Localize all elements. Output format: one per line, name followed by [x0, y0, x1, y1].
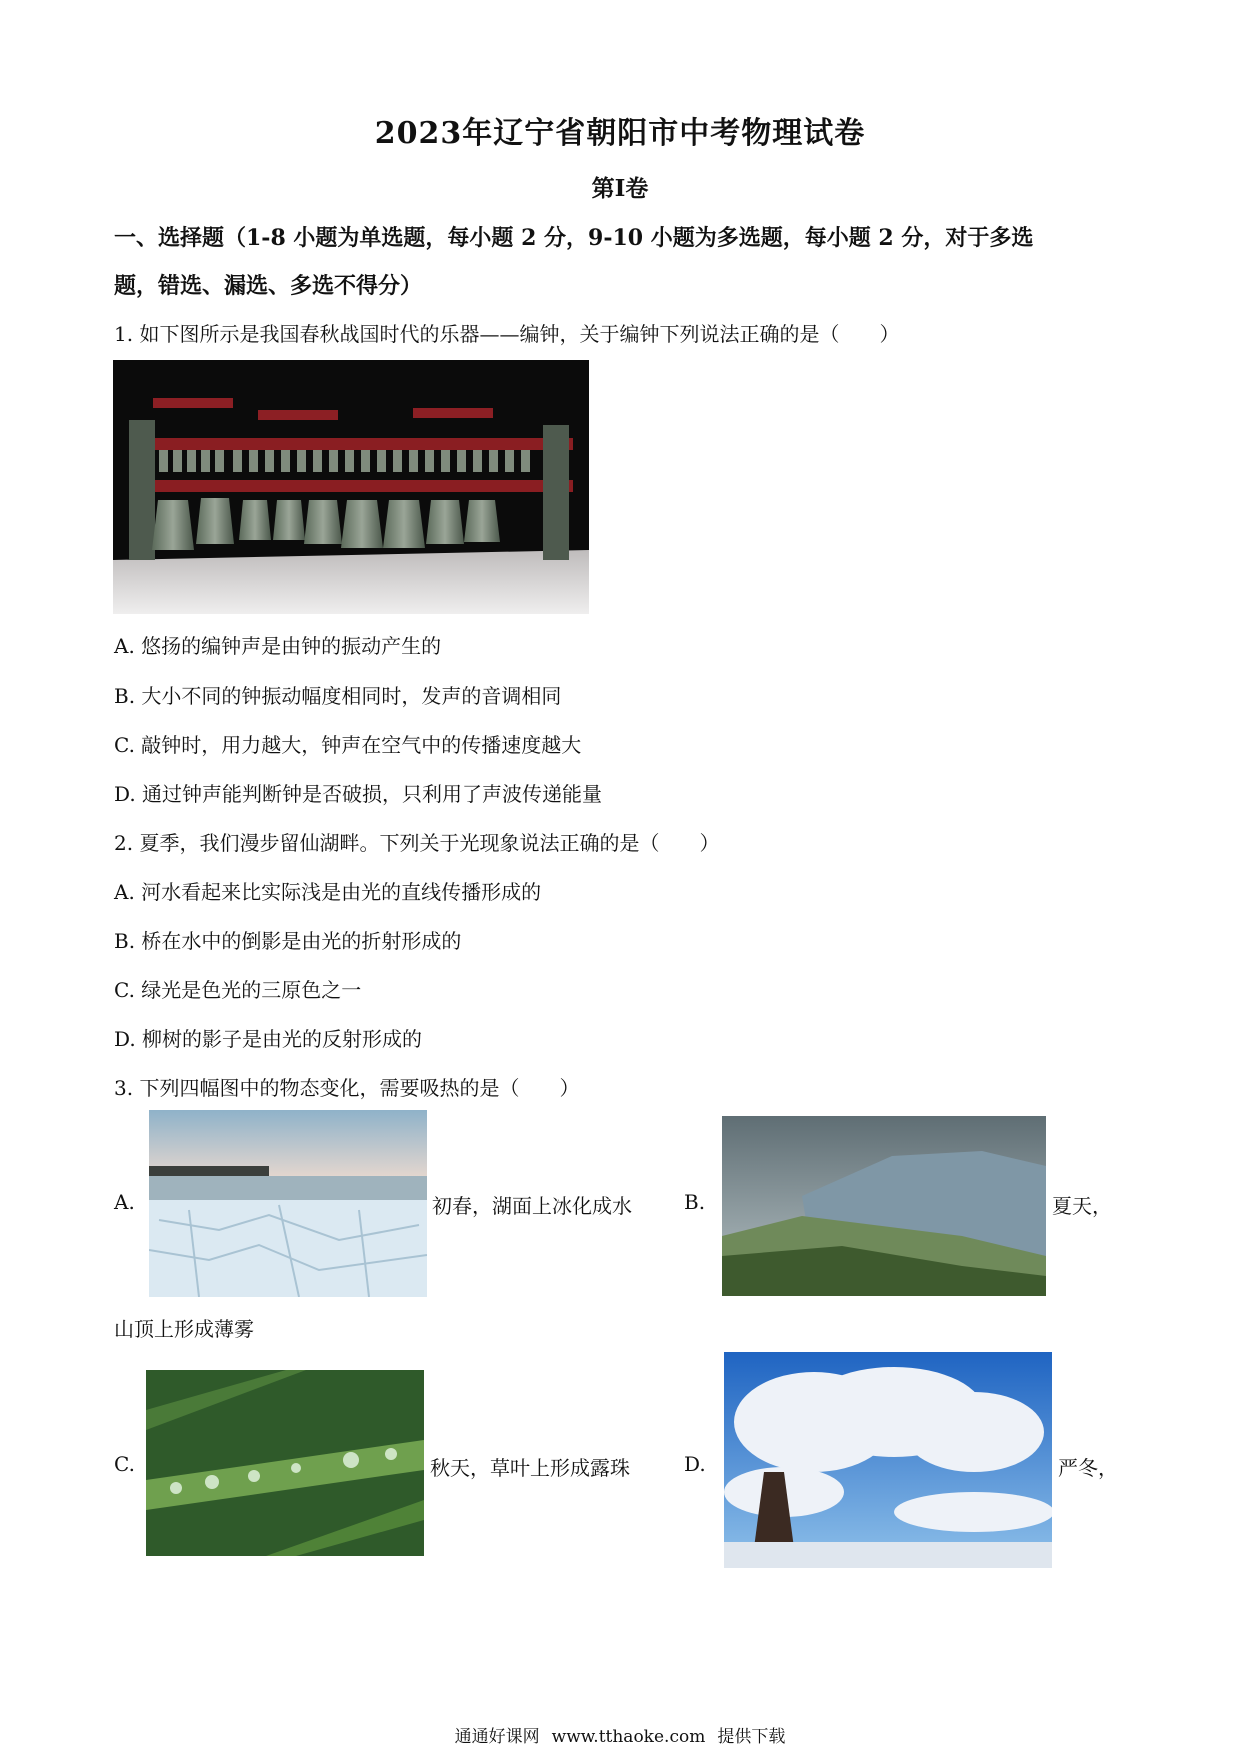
q3-option-b-continued: 山顶上形成薄雾 — [114, 1317, 254, 1341]
q2-option-c: C. 绿光是色光的三原色之一 — [114, 978, 362, 1002]
section-line-2: 题，错选、漏选、多选不得分） — [114, 273, 423, 299]
q3-option-b-text: 夏天， — [1052, 1194, 1112, 1218]
footer-url[interactable]: www.tthaoke.com — [551, 1727, 706, 1747]
volume-label: 第Ⅰ卷 — [591, 175, 649, 202]
ice-lake-image — [149, 1110, 427, 1297]
q1-option-a: A. 悠扬的编钟声是由钟的振动产生的 — [114, 634, 442, 658]
q3-option-c-label: C. — [114, 1452, 135, 1476]
mountain-fog-image — [722, 1116, 1046, 1296]
q1-option-b: B. 大小不同的钟振动幅度相同时，发声的音调相同 — [114, 684, 562, 708]
dew-grass-image — [146, 1370, 424, 1556]
q1-stem: 1. 如下图所示是我国春秋战国时代的乐器——编钟，关于编钟下列说法正确的是（ ） — [114, 322, 900, 346]
q3-option-a-text: 初春，湖面上冰化成水 — [432, 1194, 632, 1218]
q3-option-d-text: 严冬， — [1058, 1456, 1118, 1480]
q1-option-c: C. 敲钟时，用力越大，钟声在空气中的传播速度越大 — [114, 733, 582, 757]
rime-tree-image — [724, 1352, 1052, 1568]
page-title: 2023年辽宁省朝阳市中考物理试卷 — [374, 116, 866, 151]
q2-stem: 2. 夏季，我们漫步留仙湖畔。下列关于光现象说法正确的是（ ） — [114, 831, 720, 855]
q3-option-d-label: D. — [684, 1452, 706, 1476]
q3-option-a-label: A. — [114, 1190, 135, 1214]
section-heading — [114, 214, 1124, 310]
section-line-1: 一、选择题（1-8 小题为单选题，每小题 2 分，9-10 小题为多选题，每小题 2 分，对于多选 — [114, 225, 1034, 251]
q2-option-d: D. 柳树的影子是由光的反射形成的 — [114, 1027, 423, 1051]
footer-note: 提供下载 — [717, 1727, 786, 1747]
bianzhong-image — [113, 360, 589, 614]
footer-site: 通通好课网 — [454, 1727, 540, 1747]
q3-option-b-label: B. — [684, 1190, 706, 1214]
page-footer — [0, 1722, 1240, 1747]
q2-option-a: A. 河水看起来比实际浅是由光的直线传播形成的 — [114, 880, 542, 904]
q1-option-d: D. 通过钟声能判断钟是否破损，只利用了声波传递能量 — [114, 782, 603, 806]
q3-stem: 3. 下列四幅图中的物态变化，需要吸热的是（ ） — [114, 1076, 580, 1100]
q3-option-c-text: 秋天，草叶上形成露珠 — [430, 1456, 630, 1480]
q2-option-b: B. 桥在水中的倒影是由光的折射形成的 — [114, 929, 462, 953]
